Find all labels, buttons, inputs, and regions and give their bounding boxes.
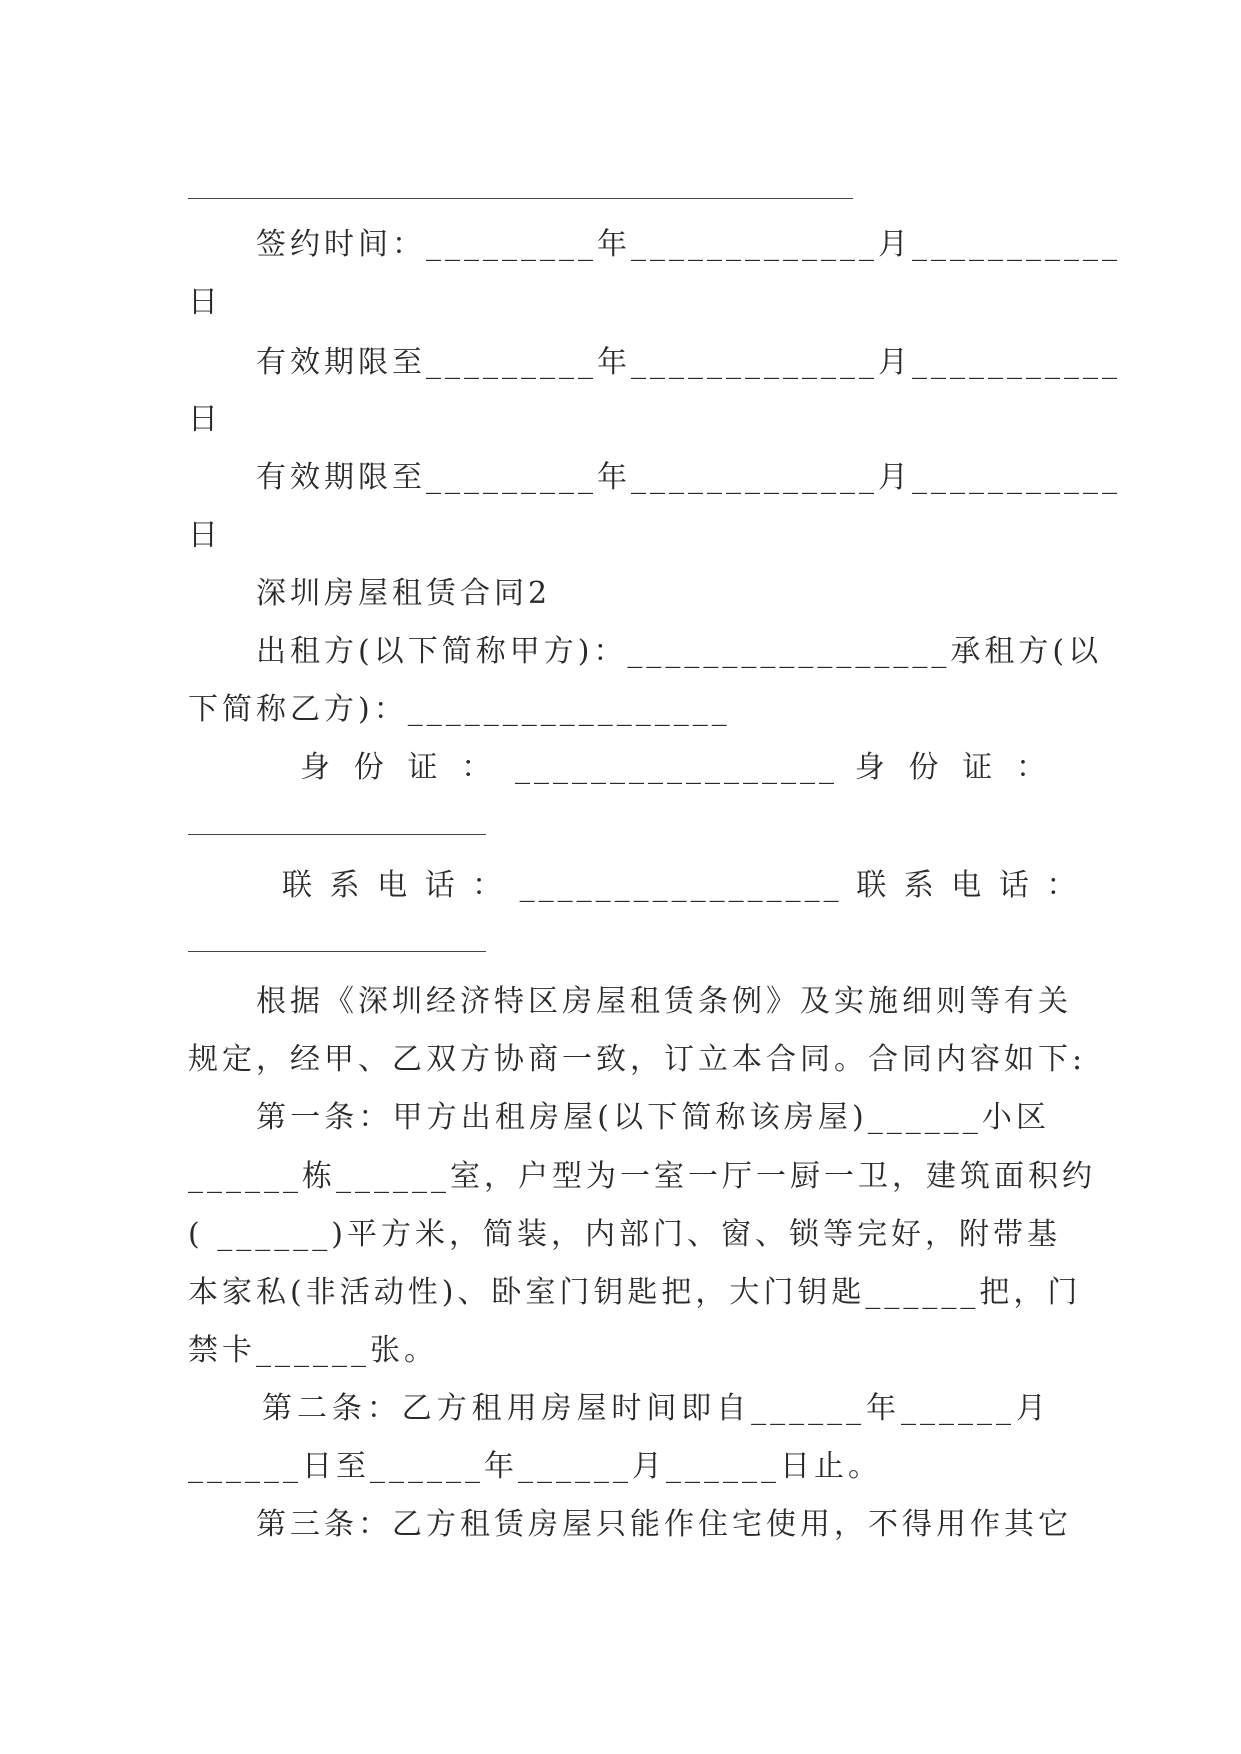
preamble-line-1: 根据《深圳经济特区房屋租赁条例》及实施细则等有关	[256, 984, 1072, 1019]
article-1-line-2: ______栋______室，户型为一室一厅一厨一卫，建筑面积约	[188, 1159, 1096, 1194]
article-1-line-3: ( ______)平方米，简装，内部门、窗、锁等完好，附带基	[188, 1217, 1061, 1252]
signing-date-line: 签约时间：_________年_____________月___________	[256, 227, 1121, 262]
article-2-line-1: 第二条：乙方租用房屋时间即自______年______月	[262, 1391, 1050, 1426]
phone-blank-rule	[188, 951, 486, 952]
preamble-line-2: 规定，经甲、乙双方协商一致，订立本合同。合同内容如下:	[188, 1042, 1087, 1077]
article-1-line-5: 禁卡______张。	[188, 1333, 438, 1368]
article-2-line-2: ______日至______年______月______日止。	[188, 1449, 882, 1484]
contract-heading: 深圳房屋租赁合同2	[256, 576, 552, 611]
tenant-line: 下简称乙方)：_________________	[188, 692, 731, 727]
id-card-line: 身 份 证 ： _________________ 身 份 证 ：	[300, 750, 1050, 785]
validity-day-1: 日	[188, 402, 222, 437]
article-1-line-4: 本家私(非活动性)、卧室门钥匙把，大门钥匙______把，门	[188, 1275, 1082, 1310]
validity-day-2: 日	[188, 518, 222, 553]
validity-line-1: 有效期限至_________年_____________月___________	[256, 345, 1121, 380]
signing-date-day: 日	[188, 285, 222, 320]
landlord-tenant-line: 出租方(以下简称甲方)：_________________承租方(以	[256, 634, 1103, 669]
article-3-line-1: 第三条：乙方租赁房屋只能作住宅使用，不得用作其它	[256, 1507, 1072, 1542]
top-rule	[188, 198, 853, 199]
article-1-line-1: 第一条：甲方出租房屋(以下简称该房屋)______小区	[256, 1100, 1050, 1135]
validity-line-2: 有效期限至_________年_____________月___________	[256, 460, 1121, 495]
phone-line: 联 系 电 话 ： _________________ 联 系 电 话 ：	[282, 868, 1081, 903]
id-card-blank-rule	[188, 834, 486, 835]
